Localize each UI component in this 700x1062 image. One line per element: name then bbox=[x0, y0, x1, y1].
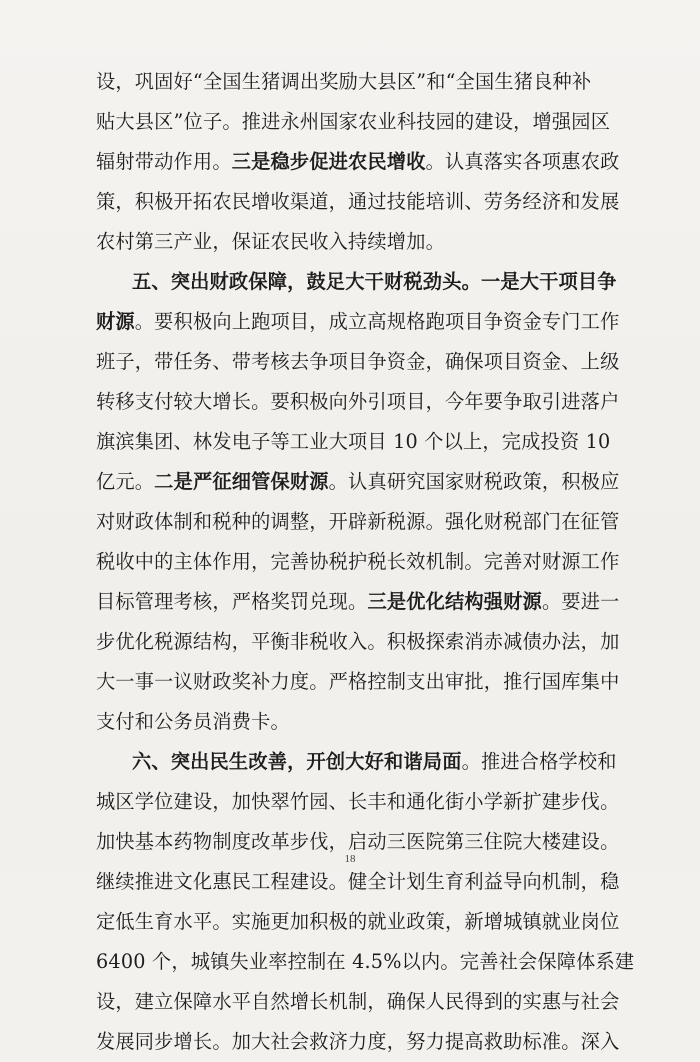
text-segment: 设，建立保障水平自然增长机制，确保人民得到的实惠与社会 bbox=[96, 990, 620, 1013]
text-segment: 继续推进文化惠民工程建设。健全计划生育利益导向机制，稳 bbox=[96, 870, 620, 893]
text-line bbox=[96, 462, 620, 502]
text-line bbox=[96, 862, 620, 902]
text-segment: 亿元。 bbox=[96, 470, 155, 493]
bold-text-segment: 五、突出财政保障，鼓足大干财税劲头。一是大干项目争 bbox=[132, 270, 617, 293]
text-segment: 税收中的主体作用，完善协税护税长效机制。完善对财源工作 bbox=[96, 550, 620, 573]
text-line bbox=[96, 502, 620, 542]
text-line bbox=[96, 182, 620, 222]
text-line bbox=[96, 382, 620, 422]
text-segment: 辐射带动作用。 bbox=[96, 150, 232, 173]
text-segment: 加快基本药物制度改革步伐，启动三医院第三住院大楼建设。 bbox=[96, 830, 620, 853]
body-text bbox=[96, 62, 635, 1062]
bold-text-segment: 三是优化结构强财源 bbox=[367, 590, 542, 613]
text-segment: 策，积极开拓农民增收渠道，通过技能培训、劳务经济和发展 bbox=[96, 190, 620, 213]
text-line bbox=[96, 62, 608, 102]
text-segment: 贴大县区”位子。推进永州国家农业科技园的建设，增强园区 bbox=[96, 110, 611, 133]
text-line bbox=[96, 742, 617, 782]
text-segment: 大一事一议财政奖补力度。严格控制支出审批，推行国库集中 bbox=[96, 670, 620, 693]
text-segment: 定低生育水平。实施更加积极的就业政策，新增城镇就业岗位 bbox=[96, 910, 620, 933]
text-segment: 农村第三产业，保证农民收入持续增加。 bbox=[96, 230, 445, 253]
text-line bbox=[96, 1022, 620, 1062]
bold-text-segment: 二是严征细管保财源 bbox=[154, 470, 329, 493]
bold-text-segment: 六、突出民生改善，开创大好和谐局面 bbox=[132, 750, 462, 773]
text-segment: 城区学位建设，加快翠竹园、长丰和通化街小学新扩建步伐。 bbox=[96, 790, 620, 813]
text-line bbox=[96, 262, 617, 302]
text-segment: 发展同步增长。加大社会救济力度，努力提高救助标准。深入 bbox=[96, 1030, 620, 1053]
text-line bbox=[96, 342, 620, 382]
text-line bbox=[96, 102, 611, 142]
text-segment: 。认真研究国家财税政策，积极应 bbox=[328, 470, 620, 493]
text-segment: 目标管理考核，严格奖罚兑现。 bbox=[96, 590, 368, 613]
text-segment: 转移支付较大增长。要积极向外引项目，今年要争取引进落户 bbox=[96, 390, 620, 413]
text-line bbox=[96, 142, 620, 182]
text-line bbox=[96, 542, 620, 582]
text-segment: 。要进一 bbox=[541, 590, 620, 613]
text-segment: 。推进合格学校和 bbox=[461, 750, 617, 773]
text-segment: 班子，带任务、带考核去争项目争资金，确保项目资金、上级 bbox=[96, 350, 620, 373]
bold-text-segment: 财源 bbox=[96, 310, 135, 333]
text-line bbox=[96, 662, 620, 702]
text-line bbox=[96, 982, 620, 1022]
text-line bbox=[96, 782, 620, 822]
text-line bbox=[96, 582, 620, 622]
text-segment: 步优化税源结构，平衡非税收入。积极探索消赤减债办法，加 bbox=[96, 630, 620, 653]
bold-text-segment: 三是稳步促进农民增收 bbox=[231, 150, 426, 173]
text-segment: 对财政体制和税种的调整，开辟新税源。强化财税部门在征管 bbox=[96, 510, 620, 533]
text-segment: 6400 个，城镇失业率控制在 4.5%以内。完善社会保障体系建 bbox=[96, 950, 635, 973]
text-segment: 。要积极向上跑项目，成立高规格跑项目争资金专门工作 bbox=[134, 310, 620, 333]
text-line bbox=[96, 422, 611, 462]
text-line bbox=[96, 942, 635, 982]
text-line bbox=[96, 702, 608, 742]
text-segment: 。认真落实各项惠农政 bbox=[425, 150, 620, 173]
text-segment: 旗滨集团、林发电子等工业大项目 10 个以上，完成投资 10 bbox=[96, 430, 611, 453]
text-segment: 支付和公务员消费卡。 bbox=[96, 710, 290, 733]
text-line bbox=[96, 622, 620, 662]
text-line bbox=[96, 302, 620, 342]
text-segment: 设，巩固好“全国生猪调出奖励大县区”和“全国生猪良种补 bbox=[96, 70, 592, 93]
page-number: 18 bbox=[344, 853, 356, 865]
text-line bbox=[96, 222, 608, 262]
text-line bbox=[96, 902, 620, 942]
